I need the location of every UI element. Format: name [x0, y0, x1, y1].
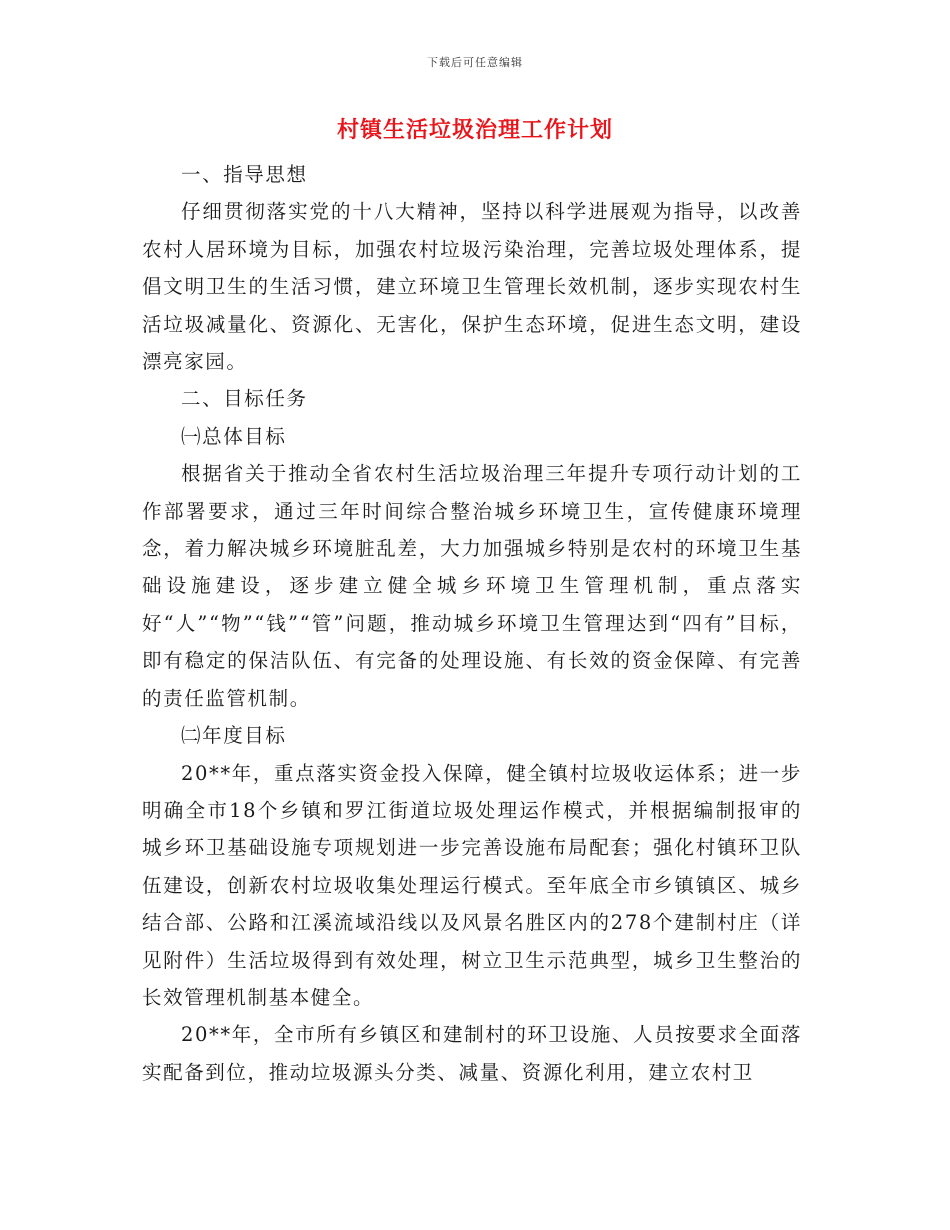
document-body: [142, 156, 802, 1091]
subheading-annual-goal: ㈡年度目标: [181, 724, 287, 748]
subheading-overall-goal: ㈠总体目标: [181, 424, 287, 448]
paragraph: 根据省关于推动全省农村生活垃圾治理三年提升专项行动计划的工作部署要求，通过三年时间综合整治城乡环境卫生，宣传健康环境理念，着力解决城乡环境脏乱差，大力加强城乡特别是农村的环境卫生基础设施建设，逐步建立健全城乡环境卫生管理机制，重点落实好“人”“物”“钱”“管”问题，推动城乡环境卫生管理达到“四有”目标，即有稳定的保洁队伍、有完备的处理设施、有长效的资金保障、有完善的责任监管机制。: [142, 462, 802, 710]
section-heading-guiding-ideology: 一、指导思想: [181, 163, 308, 186]
paragraph: 20**年，重点落实资金投入保障，健全镇村垃圾收运体系；进一步明确全市18个乡镇和罗江街道垃圾处理运作模式，并根据编制报审的城乡环卫基础设施专项规划进一步完善设施布局配套；强化村镇环卫队伍建设，创新农村垃圾收集处理运行模式。至年底全市乡镇镇区、城乡结合部、公路和江溪流域沿线以及风景名胜区内的278个建制村庄（详见附件）生活垃圾得到有效处理，树立卫生示范典型，城乡卫生整治的长效管理机制基本健全。: [142, 761, 802, 1009]
header-note: 下载后可任意编辑: [427, 56, 523, 69]
document-title: 村镇生活垃圾治理工作计划: [336, 117, 613, 143]
paragraph: 仔细贯彻落实党的十八大精神，坚持以科学进展观为指导，以改善农村人居环境为目标，加强农村垃圾污染治理，完善垃圾处理体系，提倡文明卫生的生活习惯，建立环境卫生管理长效机制，逐步实现农村生活垃圾减量化、资源化、无害化，保护生态环境，促进生态文明，建设漂亮家园。: [142, 200, 802, 374]
paragraph: 20**年，全市所有乡镇区和建制村的环卫设施、人员按要求全面落实配备到位，推动垃圾源头分类、减量、资源化利用，建立农村卫: [142, 1023, 802, 1084]
section-heading-goals-tasks: 二、目标任务: [181, 387, 308, 411]
